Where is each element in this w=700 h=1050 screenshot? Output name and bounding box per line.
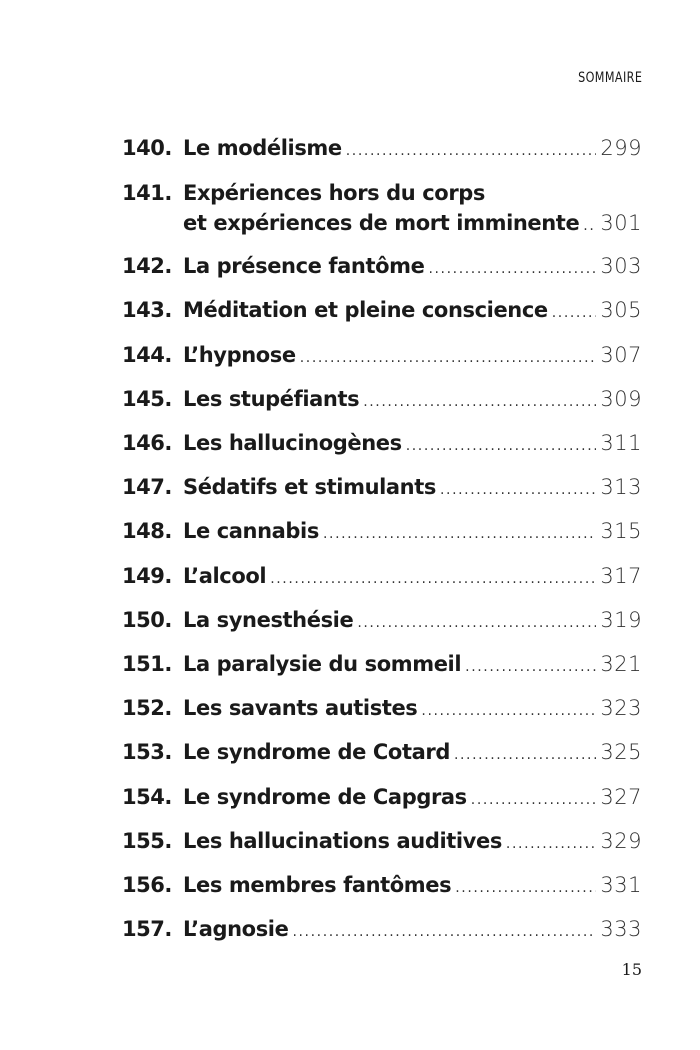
dot-leader [506, 824, 596, 865]
page-reference: 325 [600, 740, 642, 765]
dot-leader [552, 293, 597, 334]
chapter-number: 146. [122, 431, 172, 456]
toc-entry[interactable] [122, 865, 642, 909]
chapter-number: 144. [122, 342, 172, 367]
chapter-title: Les hallucinations auditives [183, 828, 502, 853]
page-reference: 307 [600, 342, 642, 367]
chapter-number: 155. [122, 828, 172, 853]
toc-entry[interactable] [122, 909, 642, 953]
dot-leader [323, 514, 596, 555]
table-of-contents [122, 128, 642, 953]
chapter-number: 145. [122, 386, 172, 411]
chapter-number: 142. [122, 254, 172, 279]
toc-entry[interactable] [122, 467, 642, 511]
page-reference: 301 [600, 211, 642, 236]
toc-entry[interactable] [122, 821, 642, 865]
page-number: 15 [621, 960, 642, 979]
page-reference: 329 [600, 828, 642, 853]
page-reference: 321 [600, 652, 642, 677]
chapter-title: Les membres fantômes [183, 873, 452, 898]
chapter-number: 151. [122, 652, 172, 677]
chapter-title: L’alcool [183, 563, 267, 588]
page-reference: 323 [600, 696, 642, 721]
chapter-title: Le syndrome de Cotard [183, 740, 450, 765]
chapter-number: 156. [122, 873, 172, 898]
dot-leader [357, 603, 596, 644]
page-reference: 305 [600, 298, 642, 323]
chapter-number: 157. [122, 917, 172, 942]
chapter-number: 147. [122, 475, 172, 500]
page-reference: 319 [600, 607, 642, 632]
toc-entry[interactable] [122, 777, 642, 821]
chapter-title: Méditation et pleine conscience [183, 298, 548, 323]
chapter-title: Sédatifs et stimulants [183, 475, 436, 500]
chapter-title: La synesthésie [183, 607, 354, 632]
dot-leader [583, 211, 596, 241]
chapter-number: 153. [122, 740, 172, 765]
toc-entry[interactable] [122, 246, 642, 290]
chapter-number: 140. [122, 136, 172, 160]
page-reference: 327 [600, 784, 642, 809]
chapter-number: 150. [122, 607, 172, 632]
page-reference: 331 [600, 873, 642, 898]
page-reference: 303 [600, 254, 642, 279]
toc-entry[interactable] [122, 556, 642, 600]
chapter-title: Le syndrome de Capgras [183, 784, 467, 809]
chapter-title: Les stupéfiants [183, 386, 360, 411]
chapter-title: La présence fantôme [183, 254, 425, 279]
chapter-number: 152. [122, 696, 172, 721]
dot-leader [346, 131, 597, 172]
dot-leader [471, 780, 597, 821]
toc-entry[interactable] [122, 688, 642, 732]
toc-entry[interactable] [122, 423, 642, 467]
chapter-title: L’agnosie [183, 917, 289, 942]
chapter-title: L’hypnose [183, 342, 296, 367]
dot-leader [406, 426, 597, 467]
page-reference: 299 [600, 136, 642, 160]
chapter-title: Les hallucinogènes [183, 431, 402, 456]
chapter-title: La paralysie du sommeil [183, 652, 462, 677]
chapter-title: Le cannabis [183, 519, 319, 544]
toc-entry[interactable] [122, 172, 642, 246]
toc-entry[interactable] [122, 511, 642, 555]
chapter-number: 148. [122, 519, 172, 544]
page-reference: 333 [600, 917, 642, 942]
toc-entry[interactable] [122, 379, 642, 423]
toc-entry[interactable] [122, 335, 642, 379]
chapter-title: Expériences hors du corps [183, 181, 486, 206]
page-reference: 313 [600, 475, 642, 500]
chapter-title: Les savants autistes [183, 696, 418, 721]
chapter-number: 154. [122, 784, 172, 809]
toc-entry[interactable] [122, 644, 642, 688]
dot-leader [292, 912, 596, 953]
toc-entry[interactable] [122, 732, 642, 776]
dot-leader [440, 470, 596, 511]
dot-leader [428, 249, 596, 290]
dot-leader [270, 559, 596, 600]
dot-leader [454, 735, 596, 776]
chapter-number: 149. [122, 563, 172, 588]
dot-leader [421, 691, 596, 732]
dot-leader [455, 868, 596, 909]
toc-entry[interactable] [122, 128, 642, 172]
page-reference: 315 [600, 519, 642, 544]
toc-entry[interactable] [122, 290, 642, 334]
running-header: SOMMAIRE [577, 70, 642, 86]
chapter-number: 141. [122, 181, 172, 206]
dot-leader [300, 338, 597, 379]
page-reference: 311 [600, 431, 642, 456]
dot-leader [465, 647, 596, 688]
toc-entry[interactable] [122, 600, 642, 644]
page-reference: 309 [600, 386, 642, 411]
chapter-title: Le modélisme [183, 136, 342, 160]
dot-leader [363, 382, 596, 423]
chapter-title: et expériences de mort imminente [183, 211, 580, 236]
page-reference: 317 [600, 563, 642, 588]
chapter-number: 143. [122, 298, 172, 323]
